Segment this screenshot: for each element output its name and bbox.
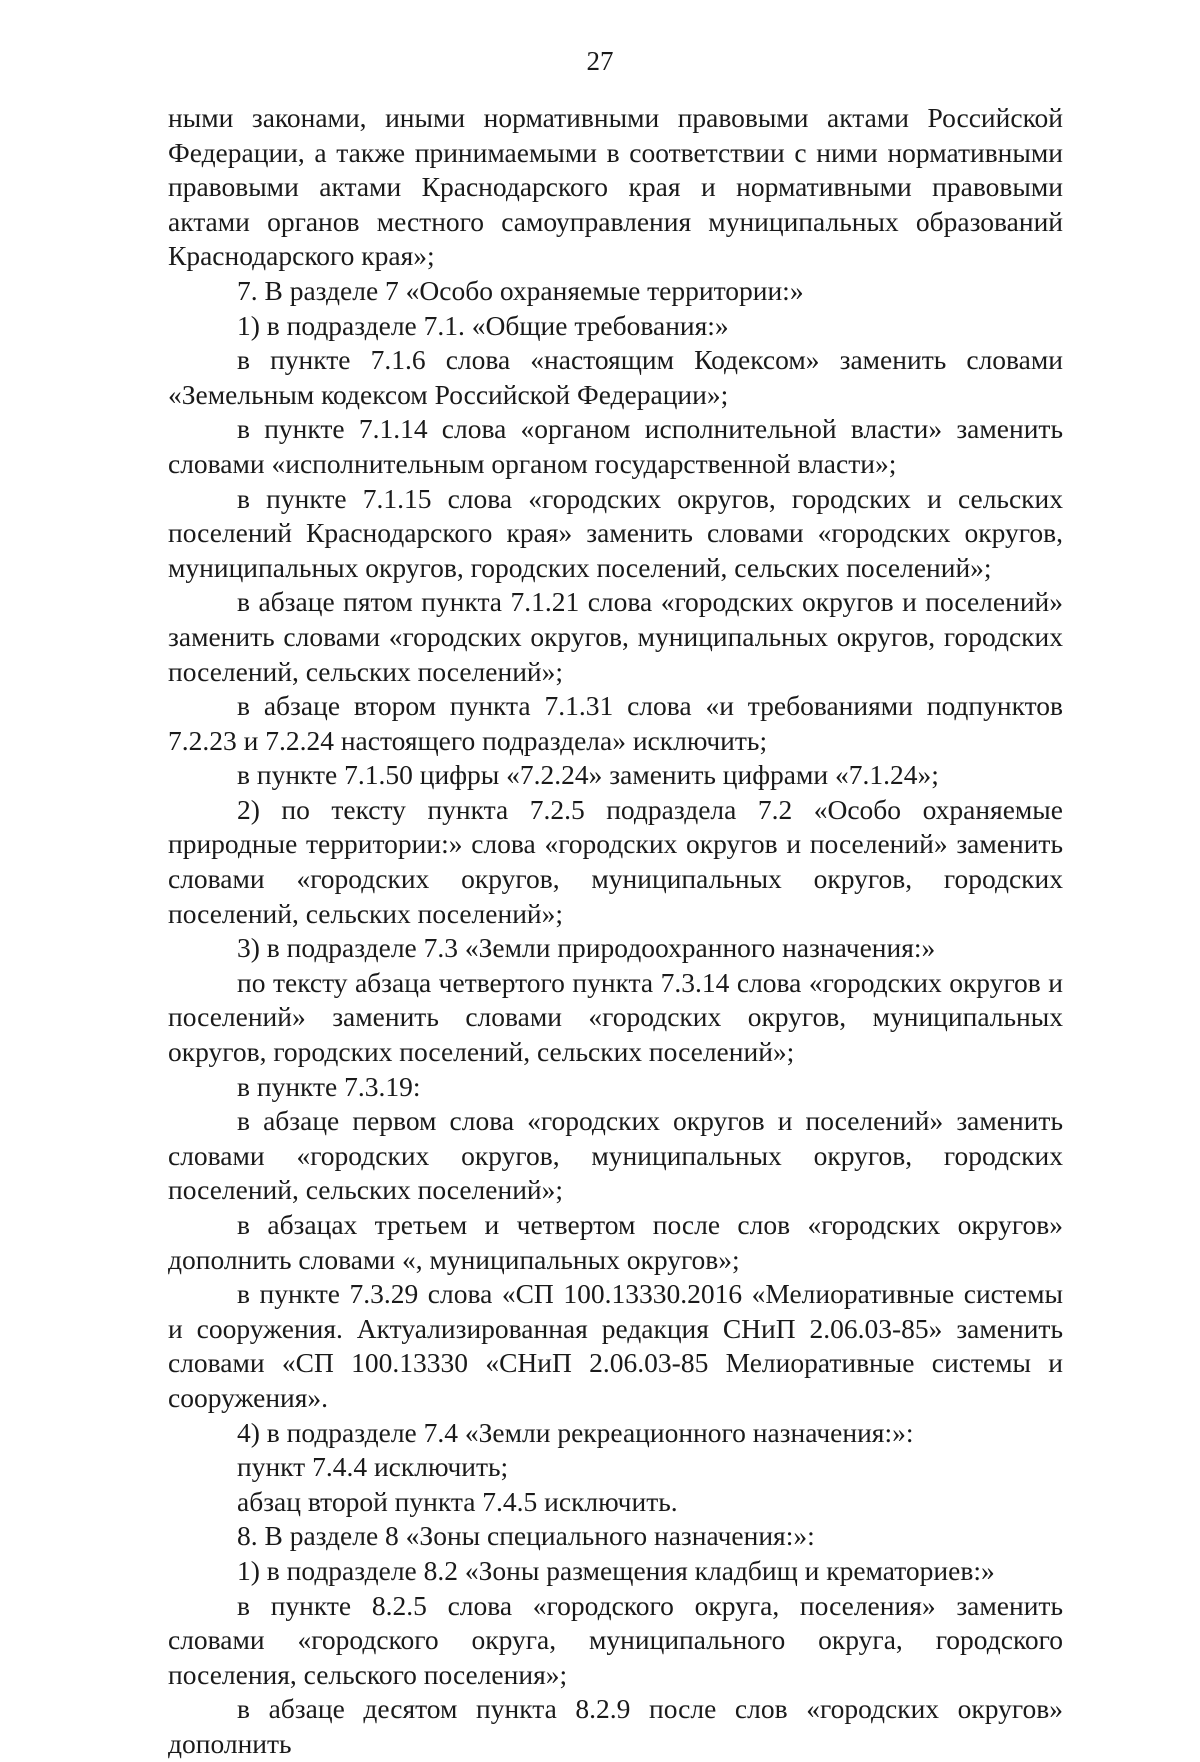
paragraph: в абзаце первом слова «городских округов и поселений» заменить словами «городских округов, муниципальных округов, городских поселений, сельских поселений»; [168,1105,1063,1206]
paragraph: 8. В разделе 8 «Зоны специального назначения:»: [237,1520,815,1552]
paragraph: в абзацах третьем и четвертом после слов «городских округов» дополнить словами «, муниципальных округов»; [168,1209,1063,1275]
document-body [168,101,1063,1762]
paragraph: в пункте 7.3.19: [237,1070,421,1102]
paragraph: 3) в подразделе 7.3 «Земли природоохранного назначения:» [237,932,936,964]
paragraph: в пункте 7.3.29 слова «СП 100.13330.2016 «Мелиоративные системы и сооружения. Актуализированная редакция СНиП 2.06.03-85» заменить словами «СП 100.13330 «СНиП 2.06.03-85 Мелиоративные системы и сооружения». [168,1278,1063,1413]
paragraph: пункт 7.4.4 исключить; [237,1451,509,1483]
paragraph: в пункте 7.1.50 цифры «7.2.24» заменить цифрами «7.1.24»; [237,759,939,791]
paragraph: 7. В разделе 7 «Особо охраняемые территории:» [237,274,804,306]
paragraph: абзац второй пункта 7.4.5 исключить. [237,1485,678,1517]
paragraph: ными законами, иными нормативными правовыми актами Российской Федерации, а также принимаемыми в соответствии с ними нормативными правовыми актами Краснодарского края и нормативными правовыми актами органов местного самоуправления муниципальных образований Краснодарского края»; [168,102,1063,272]
paragraph: в абзаце десятом пункта 8.2.9 после слов «городских округов» дополнить [168,1693,1063,1759]
paragraph: 1) в подразделе 8.2 «Зоны размещения кладбищ и крематориев:» [237,1554,995,1586]
paragraph: 4) в подразделе 7.4 «Земли рекреационного назначения:»: [237,1416,914,1448]
paragraph: в абзаце втором пункта 7.1.31 слова «и требованиями подпунктов 7.2.23 и 7.2.24 настоящего подраздела» исключить; [168,690,1063,756]
paragraph: в пункте 7.1.15 слова «городских округов, городских и сельских поселений Краснодарского края» заменить словами «городских округов, муниципальных округов, городских поселений, сельских поселений»; [168,482,1063,583]
paragraph: 2) по тексту пункта 7.2.5 подраздела 7.2 «Особо охраняемые природные территории:» слова «городских округов и поселений» заменить словами «городских округов, муниципальных округов, городских поселений, сельских поселений»; [168,793,1063,929]
page-number: 27 [586,46,614,76]
paragraph: в абзаце пятом пункта 7.1.21 слова «городских округов и поселений» заменить словами «городских округов, муниципальных округов, городских поселений, сельских поселений»; [168,586,1063,687]
paragraph: по тексту абзаца четвертого пункта 7.3.14 слова «городских округов и поселений» заменить словами «городских округов, муниципальных округов, городских поселений, сельских поселений»; [168,966,1063,1068]
paragraph: в пункте 8.2.5 слова «городского округа, поселения» заменить словами «городского округа, муниципального округа, городского поселения, сельского поселения»; [168,1589,1063,1690]
paragraph: в пункте 7.1.6 слова «настоящим Кодексом» заменить словами «Земельным кодексом Российской Федерации»; [168,344,1063,410]
paragraph: в пункте 7.1.14 слова «органом исполнительной власти» заменить словами «исполнительным органом государственной власти»; [168,413,1063,479]
paragraph: 1) в подразделе 7.1. «Общие требования:» [237,309,729,341]
